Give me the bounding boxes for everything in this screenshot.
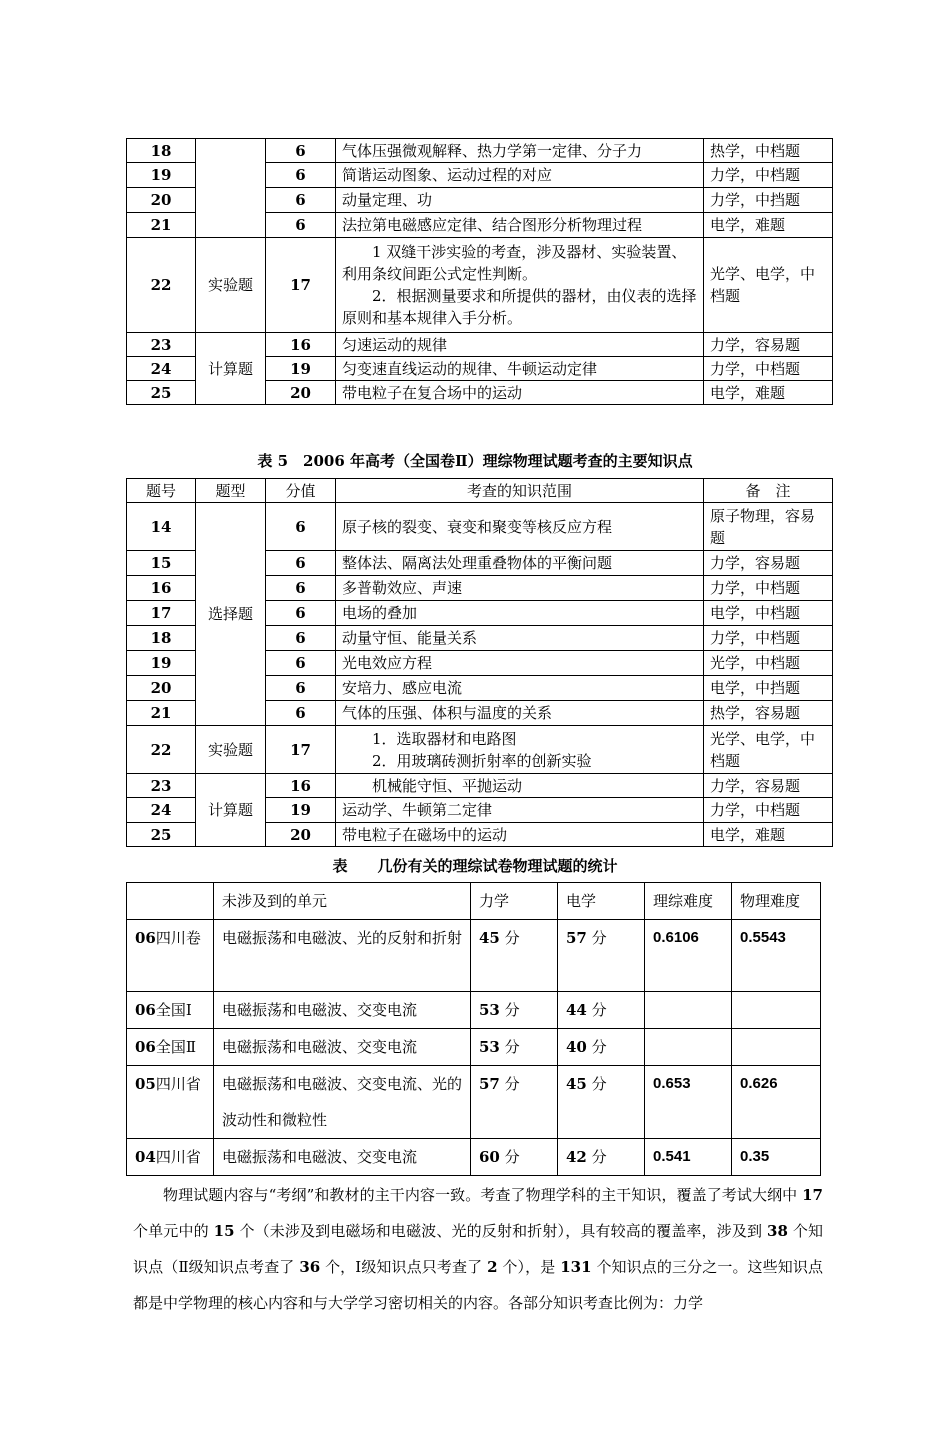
knowledge-scope: 安培力、感应电流 [336,676,704,701]
exam-name [127,1139,214,1176]
table-row [127,1029,821,1066]
exam-place: 四川省 [155,1148,201,1166]
electricity-value: 57 [566,929,587,947]
knowledge-scope: 光电效应方程 [336,651,704,676]
knowledge-scope: 整体法、隔离法处理重叠物体的平衡问题 [336,551,704,576]
uncovered-units: 电磁振荡和电磁波、交变电流 [214,1139,471,1176]
number: 131 [560,1258,592,1276]
mechanics-value: 45 [479,929,500,947]
header-remark: 备 注 [704,479,833,503]
question-number: 23 [127,774,196,798]
question-type: 实验题 [196,238,266,333]
question-number: 23 [127,333,196,357]
exam-name [127,920,214,992]
knowledge-scope: 法拉第电磁感应定律、结合图形分析物理过程 [336,213,704,238]
score: 6 [266,676,336,701]
question-number: 15 [127,551,196,576]
score: 6 [266,503,336,551]
question-number: 21 [127,701,196,726]
score: 17 [266,238,336,333]
knowledge-line-2: 2．用玻璃砖测折射率的创新实验 [372,751,592,770]
knowledge-scope: 机械能守恒、平抛运动 [336,774,704,798]
score: 6 [266,651,336,676]
knowledge-line-1: 1 双缝干涉实验的考查，涉及器材、实验装置、利用条纹间距公式定性判断。 [342,243,687,283]
exam-name [127,992,214,1029]
table-row [127,238,833,333]
question-type: 实验题 [196,726,266,774]
electricity-score [558,1139,645,1176]
uncovered-units: 电磁振荡和电磁波、交变电流、光的波动性和微粒性 [214,1066,471,1139]
mechanics-value: 60 [479,1148,500,1166]
exam-place: 四川省 [155,1075,201,1093]
remark: 力学，中档题 [704,576,833,601]
question-number: 16 [127,576,196,601]
remark: 光学、电学，中档题 [704,238,833,333]
header-physics-difficulty: 物理难度 [732,883,821,920]
score: 20 [266,381,336,405]
table-5 [126,478,833,847]
score-unit: 分 [586,1001,607,1019]
question-type-empty [196,139,266,238]
electricity-value: 42 [566,1148,587,1166]
score-unit: 分 [499,1075,520,1093]
score: 19 [266,798,336,823]
question-number: 14 [127,503,196,551]
score: 17 [266,726,336,774]
exam-year: 05 [135,1075,156,1093]
text-segment: 个知识点的三分之一。这些知识点都是中学物理的核心内容和与大学学习密切相关的内容。各部分知识考查比例为：力学 [133,1258,823,1312]
score: 6 [266,601,336,626]
question-number: 18 [127,626,196,651]
body-paragraph [133,1177,823,1321]
mechanics-score [471,920,558,992]
question-number: 18 [127,139,196,163]
remark: 力学，容易题 [704,551,833,576]
score: 6 [266,188,336,213]
table-row [127,503,833,551]
electricity-score [558,992,645,1029]
knowledge-scope: 多普勒效应、声速 [336,576,704,601]
overall-difficulty: 0.541 [645,1139,732,1176]
physics-difficulty: 0.5543 [732,920,821,992]
header-score: 分值 [266,479,336,503]
question-number: 21 [127,213,196,238]
question-number: 25 [127,381,196,405]
table-row [127,139,833,163]
remark: 光学，中档题 [704,651,833,676]
knowledge-scope: 匀速运动的规律 [336,333,704,357]
header-electricity: 电学 [558,883,645,920]
overall-difficulty [645,1029,732,1066]
question-number: 19 [127,163,196,188]
knowledge-scope: 运动学、牛顿第二定律 [336,798,704,823]
number: 15 [213,1222,235,1240]
score: 6 [266,213,336,238]
header-blank [127,883,214,920]
number: 38 [767,1222,788,1240]
score: 16 [266,333,336,357]
table-comparison [126,882,821,1176]
question-type: 计算题 [196,333,266,405]
overall-difficulty: 0.653 [645,1066,732,1139]
exam-place: 全国Ⅱ [155,1038,197,1056]
remark: 热学，中档题 [704,139,833,163]
remark: 力学，中档题 [704,357,833,381]
knowledge-scope [336,726,704,774]
text-segment: 个（未涉及到电磁场和电磁波、光的反射和折射），具有较高的覆盖率，涉及到 [234,1222,768,1240]
question-number: 25 [127,823,196,847]
exam-year: 04 [135,1148,156,1166]
score-unit: 分 [499,1038,520,1056]
question-type: 计算题 [196,774,266,847]
text-segment: 物理试题内容与“考纲”和教材的主干内容一致。考查了物理学科的主干知识，覆盖了考试大纲中 [163,1186,803,1204]
score-unit: 分 [499,1001,520,1019]
exam-place: 四川卷 [155,929,201,947]
exam-name [127,1066,214,1139]
remark: 电学，中档题 [704,601,833,626]
remark: 电学，中挡题 [704,676,833,701]
number: 36 [299,1258,321,1276]
mechanics-score [471,992,558,1029]
mechanics-score [471,1066,558,1139]
score: 6 [266,626,336,651]
knowledge-scope: 电场的叠加 [336,601,704,626]
electricity-score [558,1066,645,1139]
overall-difficulty: 0.6106 [645,920,732,992]
electricity-score [558,1029,645,1066]
table-row [127,920,821,992]
remark: 力学，中档题 [704,798,833,823]
knowledge-scope: 简谐运动图象、运动过程的对应 [336,163,704,188]
question-number: 22 [127,238,196,333]
text-segment: 个），是 [497,1258,561,1276]
table-row [127,1139,821,1176]
number: 2 [487,1258,498,1276]
electricity-value: 40 [566,1038,587,1056]
score-unit: 分 [586,929,607,947]
knowledge-scope: 动量守恒、能量关系 [336,626,704,651]
physics-difficulty: 0.35 [732,1139,821,1176]
question-number: 20 [127,676,196,701]
electricity-value: 45 [566,1075,587,1093]
knowledge-scope: 气体压强微观解释、热力学第一定律、分子力 [336,139,704,163]
table-5-caption: 表 5 2006 年高考（全国卷Ⅱ）理综物理试题考查的主要知识点 [257,452,693,470]
header-question-type: 题型 [196,479,266,503]
remark: 力学，容易题 [704,333,833,357]
knowledge-line-2: 2．根据测量要求和所提供的器材，由仪表的选择原则和基本规律入手分析。 [342,287,697,327]
question-number: 19 [127,651,196,676]
table-row [127,774,833,798]
mechanics-value: 53 [479,1038,500,1056]
overall-difficulty [645,992,732,1029]
exam-name [127,1029,214,1066]
score: 6 [266,576,336,601]
header-uncovered-units: 未涉及到的单元 [214,883,471,920]
remark: 力学，中挡题 [704,188,833,213]
knowledge-scope: 原子核的裂变、衰变和聚变等核反应方程 [336,503,704,551]
physics-difficulty: 0.626 [732,1066,821,1139]
table-2006-sichuan-continued [126,138,833,405]
knowledge-line-1: 1．选取器材和电路图 [372,729,517,748]
knowledge-scope [336,238,704,333]
remark: 电学，难题 [704,213,833,238]
text-segment: 个知识点（Ⅱ级知识点考查了 [133,1222,823,1276]
physics-difficulty [732,992,821,1029]
exam-place: 全国Ⅰ [155,1001,192,1019]
score-unit: 分 [586,1148,607,1166]
remark: 光学、电学，中档题 [704,726,833,774]
question-number: 22 [127,726,196,774]
score: 19 [266,357,336,381]
remark: 电学，难题 [704,381,833,405]
score-unit: 分 [586,1075,607,1093]
uncovered-units: 电磁振荡和电磁波、光的反射和折射 [214,920,471,992]
header-knowledge-scope: 考查的知识范围 [336,479,704,503]
remark: 原子物理，容易题 [704,503,833,551]
electricity-value: 44 [566,1001,587,1019]
remark: 电学，难题 [704,823,833,847]
score: 6 [266,551,336,576]
table-header-row [127,479,833,503]
mechanics-score [471,1029,558,1066]
score-unit: 分 [499,1148,520,1166]
knowledge-scope: 气体的压强、体积与温度的关系 [336,701,704,726]
exam-year: 06 [135,929,156,947]
uncovered-units: 电磁振荡和电磁波、交变电流 [214,992,471,1029]
question-type: 选择题 [196,503,266,726]
header-question-number: 题号 [127,479,196,503]
table-row [127,333,833,357]
header-mechanics: 力学 [471,883,558,920]
table-row [127,726,833,774]
score-unit: 分 [499,929,520,947]
exam-year: 06 [135,1038,156,1056]
knowledge-scope: 带电粒子在磁场中的运动 [336,823,704,847]
score: 16 [266,774,336,798]
remark: 热学，容易题 [704,701,833,726]
remark: 力学，容易题 [704,774,833,798]
table-header-row [127,883,821,920]
remark: 力学，中档题 [704,163,833,188]
mechanics-score [471,1139,558,1176]
text-segment: 个，Ⅰ级知识点只考查了 [320,1258,488,1276]
knowledge-scope: 带电粒子在复合场中的运动 [336,381,704,405]
exam-year: 06 [135,1001,156,1019]
score: 20 [266,823,336,847]
score: 6 [266,163,336,188]
physics-difficulty [732,1029,821,1066]
text-segment: 个单元中的 [133,1222,214,1240]
table-row [127,1066,821,1139]
question-number: 24 [127,798,196,823]
remark: 力学，中档题 [704,626,833,651]
table-row [127,992,821,1029]
number: 17 [802,1186,823,1204]
score: 6 [266,701,336,726]
mechanics-value: 53 [479,1001,500,1019]
mechanics-value: 57 [479,1075,500,1093]
score-unit: 分 [586,1038,607,1056]
electricity-score [558,920,645,992]
score: 6 [266,139,336,163]
question-number: 20 [127,188,196,213]
header-overall-difficulty: 理综难度 [645,883,732,920]
knowledge-scope: 动量定理、功 [336,188,704,213]
table-6-caption: 表 几份有关的理综试卷物理试题的统计 [332,857,618,875]
uncovered-units: 电磁振荡和电磁波、交变电流 [214,1029,471,1066]
knowledge-scope: 匀变速直线运动的规律、牛顿运动定律 [336,357,704,381]
question-number: 17 [127,601,196,626]
question-number: 24 [127,357,196,381]
